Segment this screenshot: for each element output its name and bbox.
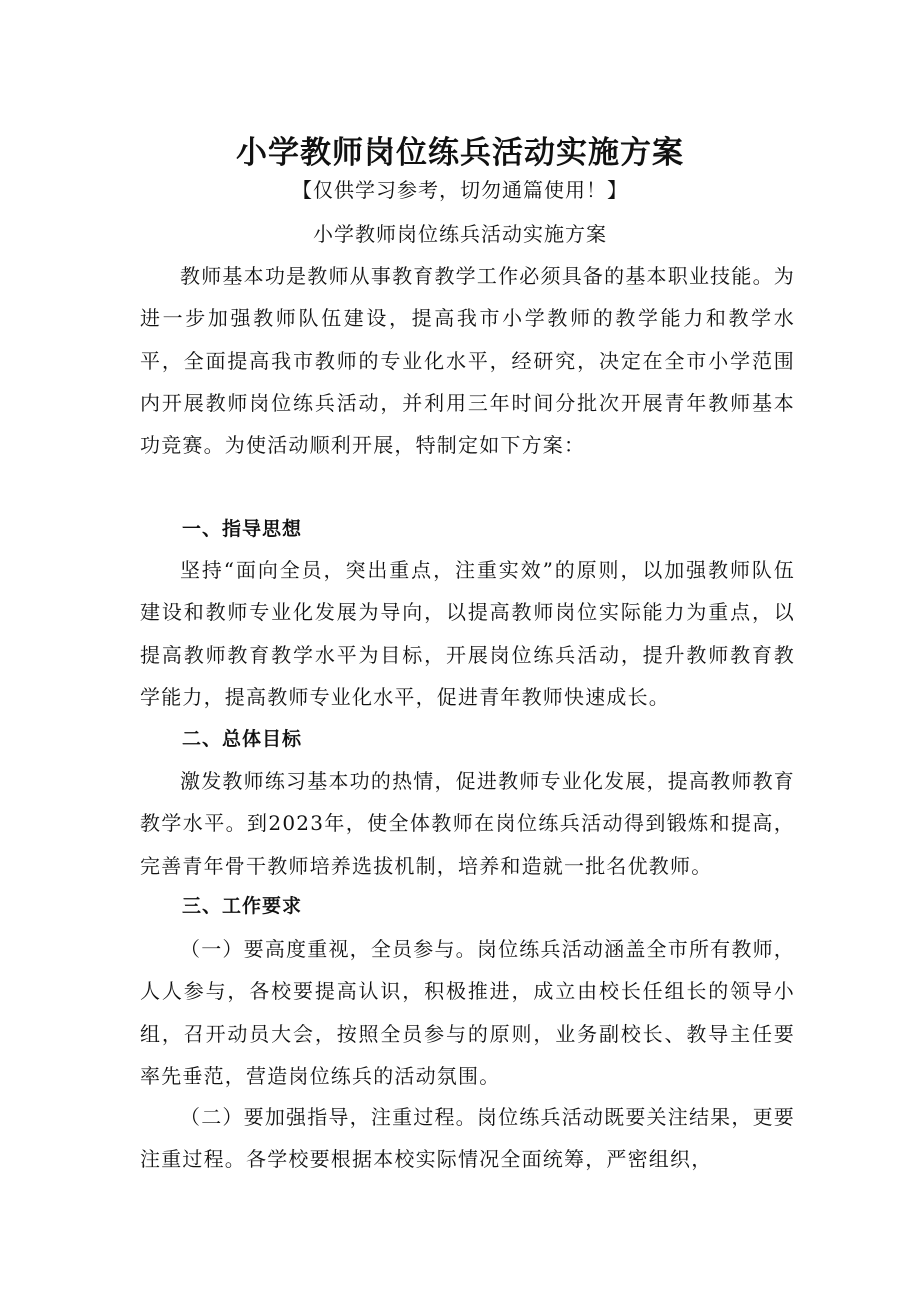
section-paragraph: 激发教师练习基本功的热情，促进教师专业化发展，提高教师教育教学水平。到2023年，使全体教师在岗位练兵活动得到锻炼和提高，完善青年骨干教师培养选拔机制，培养和造就一批名优教师。: [140, 769, 795, 878]
section-paragraph: （二）要加强指导，注重过程。岗位练兵活动既要关注结果，更要注重过程。各学校要根据本校实际情况全面统筹，严密组织，: [140, 1105, 795, 1172]
section-paragraph: （一）要高度重视，全员参与。岗位练兵活动涵盖全市所有教师，人人参与，各校要提高认识，积极推进，成立由校长任组长的领导小组，召开动员大会，按照全员参与的原则，业务副校长、教导主任要率先垂范，营造岗位练兵的活动氛围。: [140, 937, 795, 1088]
document-subtitle: 小学教师岗位练兵活动实施方案: [313, 222, 607, 246]
section-heading-overall-goal: 二、总体目标: [182, 728, 303, 750]
section-heading-work-requirements: 三、工作要求: [182, 895, 303, 917]
section-paragraph: 坚持“面向全员，突出重点，注重实效”的原则，以加强教师队伍建设和教师专业化发展为导向，以提高教师岗位实际能力为重点，以提高教师教育教学水平为目标，开展岗位练兵活动，提升教师教育教学能力，提高教师专业化水平，促进青年教师快速成长。: [140, 558, 795, 709]
intro-paragraph: 教师基本功是教师从事教育教学工作必须具备的基本职业技能。为进一步加强教师队伍建设，提高我市小学教师的教学能力和教学水平，全面提高我市教师的专业化水平，经研究，决定在全市小学范围内开展教师岗位练兵活动，并利用三年时间分批次开展青年教师基本功竞赛。为使活动顺利开展，特制定如下方案：: [140, 264, 795, 458]
section-heading-guiding-ideology: 一、指导思想: [182, 518, 303, 540]
document-title: 小学教师岗位练兵活动实施方案: [236, 134, 684, 171]
usage-notice: 【仅供学习参考，切勿通篇使用！】: [292, 178, 628, 202]
